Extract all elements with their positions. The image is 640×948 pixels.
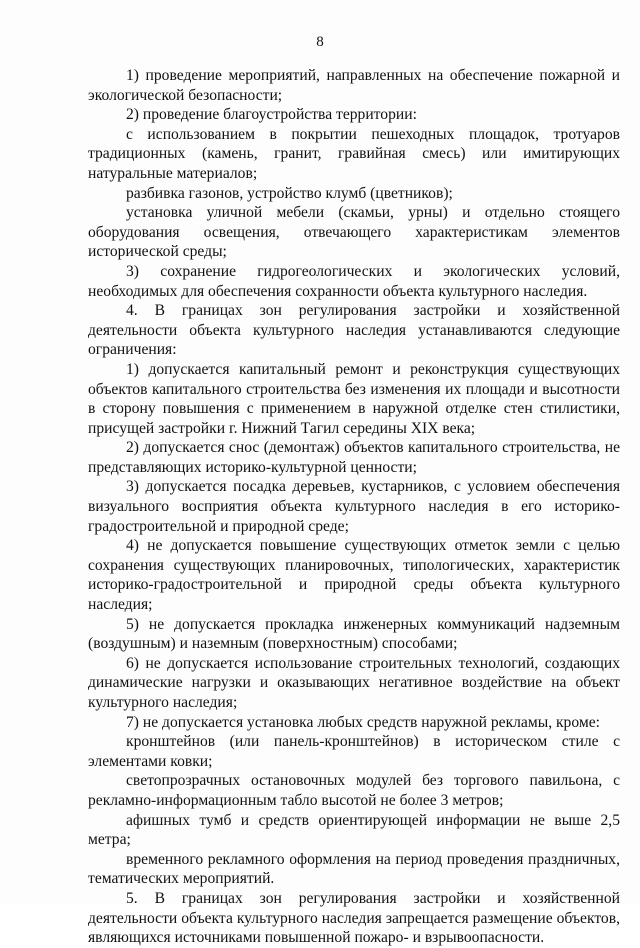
paragraph: 2) допускается снос (демонтаж) объектов капитального строительства, не представляющих историко-культурной ценности; bbox=[88, 439, 620, 476]
paragraph: 1) проведение мероприятий, направленных на обеспечение пожарной и экологической безопасности; bbox=[88, 67, 620, 104]
paragraph: 3) допускается посадка деревьев, кустарников, с условием обеспечения визуального восприятия объекта культурного наследия в его историко-градостроительной и природной среде; bbox=[88, 478, 620, 535]
page-number: 8 bbox=[316, 34, 324, 50]
paragraph: временного рекламного оформления на период проведения праздничных, тематических мероприятий. bbox=[88, 850, 620, 888]
paragraph: 7) не допускается установка любых средств наружной рекламы, кроме: bbox=[126, 713, 600, 731]
paragraph: светопрозрачных остановочных модулей без торгового павильона, с рекламно-информационным табло высотой не более 3 метров; bbox=[88, 772, 620, 809]
document-body bbox=[88, 66, 620, 948]
paragraph: 1) допускается капитальный ремонт и реконструкция существующих объектов капитального строительства без изменения их площади и высотности в сторону повышения с применением в наружной отделке стен стилистики, присущей застройки г. Нижний Тагил середины XIX века; bbox=[88, 360, 620, 437]
paragraph: установка уличной мебели (скамьи, урны) и отдельно стоящего оборудования освещения, отвечающего характеристикам элементов исторической среды; bbox=[88, 204, 620, 261]
paragraph: 5. В границах зон регулирования застройки и хозяйственной деятельности объекта культурного наследия запрещается размещение объектов, являющихся источниками повышенной пожаро- и взрывоопасности. bbox=[88, 889, 620, 947]
paragraph: 5) не допускается прокладка инженерных коммуникаций надземным (воздушным) и наземным (поверхностным) способами; bbox=[88, 615, 620, 653]
paragraph: афишных тумб и средств ориентирующей информации не выше 2,5 метра; bbox=[88, 811, 620, 849]
paragraph: с использованием в покрытии пешеходных площадок, тротуаров традиционных (камень, гранит, гравийная смесь) или имитирующих натуральные материалов; bbox=[88, 125, 620, 182]
paragraph: разбивка газонов, устройство клумб (цветников); bbox=[126, 184, 453, 202]
paragraph: кронштейнов (или панель-кронштейнов) в историческом стиле с элементами ковки; bbox=[88, 733, 620, 770]
paragraph: 6) не допускается использование строительных технологий, создающих динамические нагрузки и оказывающих негативное воздействие на объект культурного наследия; bbox=[88, 654, 620, 711]
paragraph: 4. В границах зон регулирования застройки и хозяйственной деятельности объекта культурного наследия устанавливаются следующие ограничения: bbox=[88, 302, 620, 359]
paragraph: 2) проведение благоустройства территории: bbox=[126, 106, 417, 124]
paragraph: 3) сохранение гидрогеологических и экологических условий, необходимых для обеспечения сохранности объекта культурного наследия. bbox=[88, 262, 620, 300]
paragraph: 4) не допускается повышение существующих отметок земли с целью сохранения существующих планировочных, типологических, характеристик историко-градостроительной и природной среды объекта культурного наследия; bbox=[88, 537, 620, 614]
